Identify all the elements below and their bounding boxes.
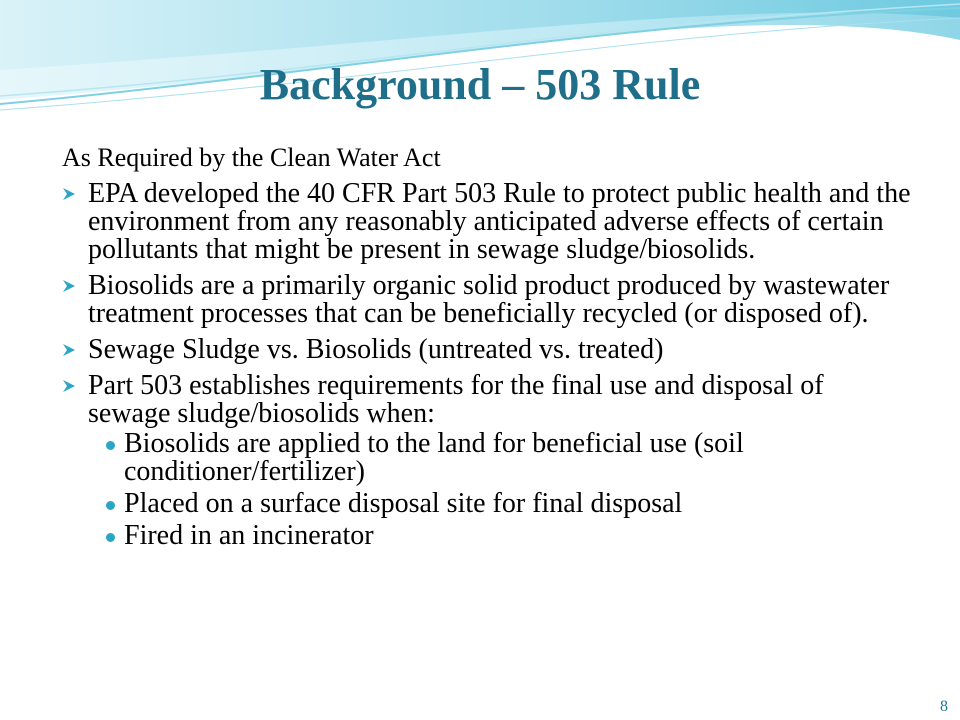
bullet-text: Part 503 establishes requirements for the final use and disposal of sewage sludge/biosolids when: — [88, 370, 824, 429]
round-bullet-icon — [106, 533, 115, 542]
bullet-item — [62, 180, 912, 264]
bullet-text: EPA developed the 40 CFR Part 503 Rule to protect public health and the environment from any reasonably anticipated adverse effects of certain pollutants that might be present in sewage sludge/biosolids. — [88, 178, 911, 265]
bullet-item — [62, 272, 912, 328]
arrow-bullet-icon — [62, 187, 76, 201]
page-number: 8 — [940, 698, 948, 715]
arrow-bullet-icon — [62, 279, 76, 293]
sub-bullet-item — [62, 490, 912, 518]
bullet-text: Sewage Sludge vs. Biosolids (untreated vs. treated) — [88, 334, 664, 365]
sub-bullet-item — [62, 522, 912, 550]
slide-title: Background – 503 Rule — [259, 60, 701, 109]
arrow-bullet-icon — [62, 379, 76, 393]
sub-bullet-text: Placed on a surface disposal site for final disposal — [124, 488, 683, 519]
round-bullet-icon — [106, 501, 115, 510]
round-bullet-icon — [106, 441, 115, 450]
lead-text: As Required by the Clean Water Act — [62, 143, 441, 172]
bullet-text: Biosolids are a primarily organic solid product produced by wastewater treatment processes that can be beneficially recycled (or disposed of). — [88, 270, 890, 329]
bullet-item — [62, 372, 912, 428]
bullet-item — [62, 336, 912, 364]
sub-bullet-text: Fired in an incinerator — [124, 520, 374, 551]
sub-bullet-text: Biosolids are applied to the land for beneficial use (soil conditioner/fertilizer) — [124, 428, 744, 487]
sub-bullet-item — [62, 430, 912, 486]
slide-content — [62, 142, 912, 554]
arrow-bullet-icon — [62, 343, 76, 357]
